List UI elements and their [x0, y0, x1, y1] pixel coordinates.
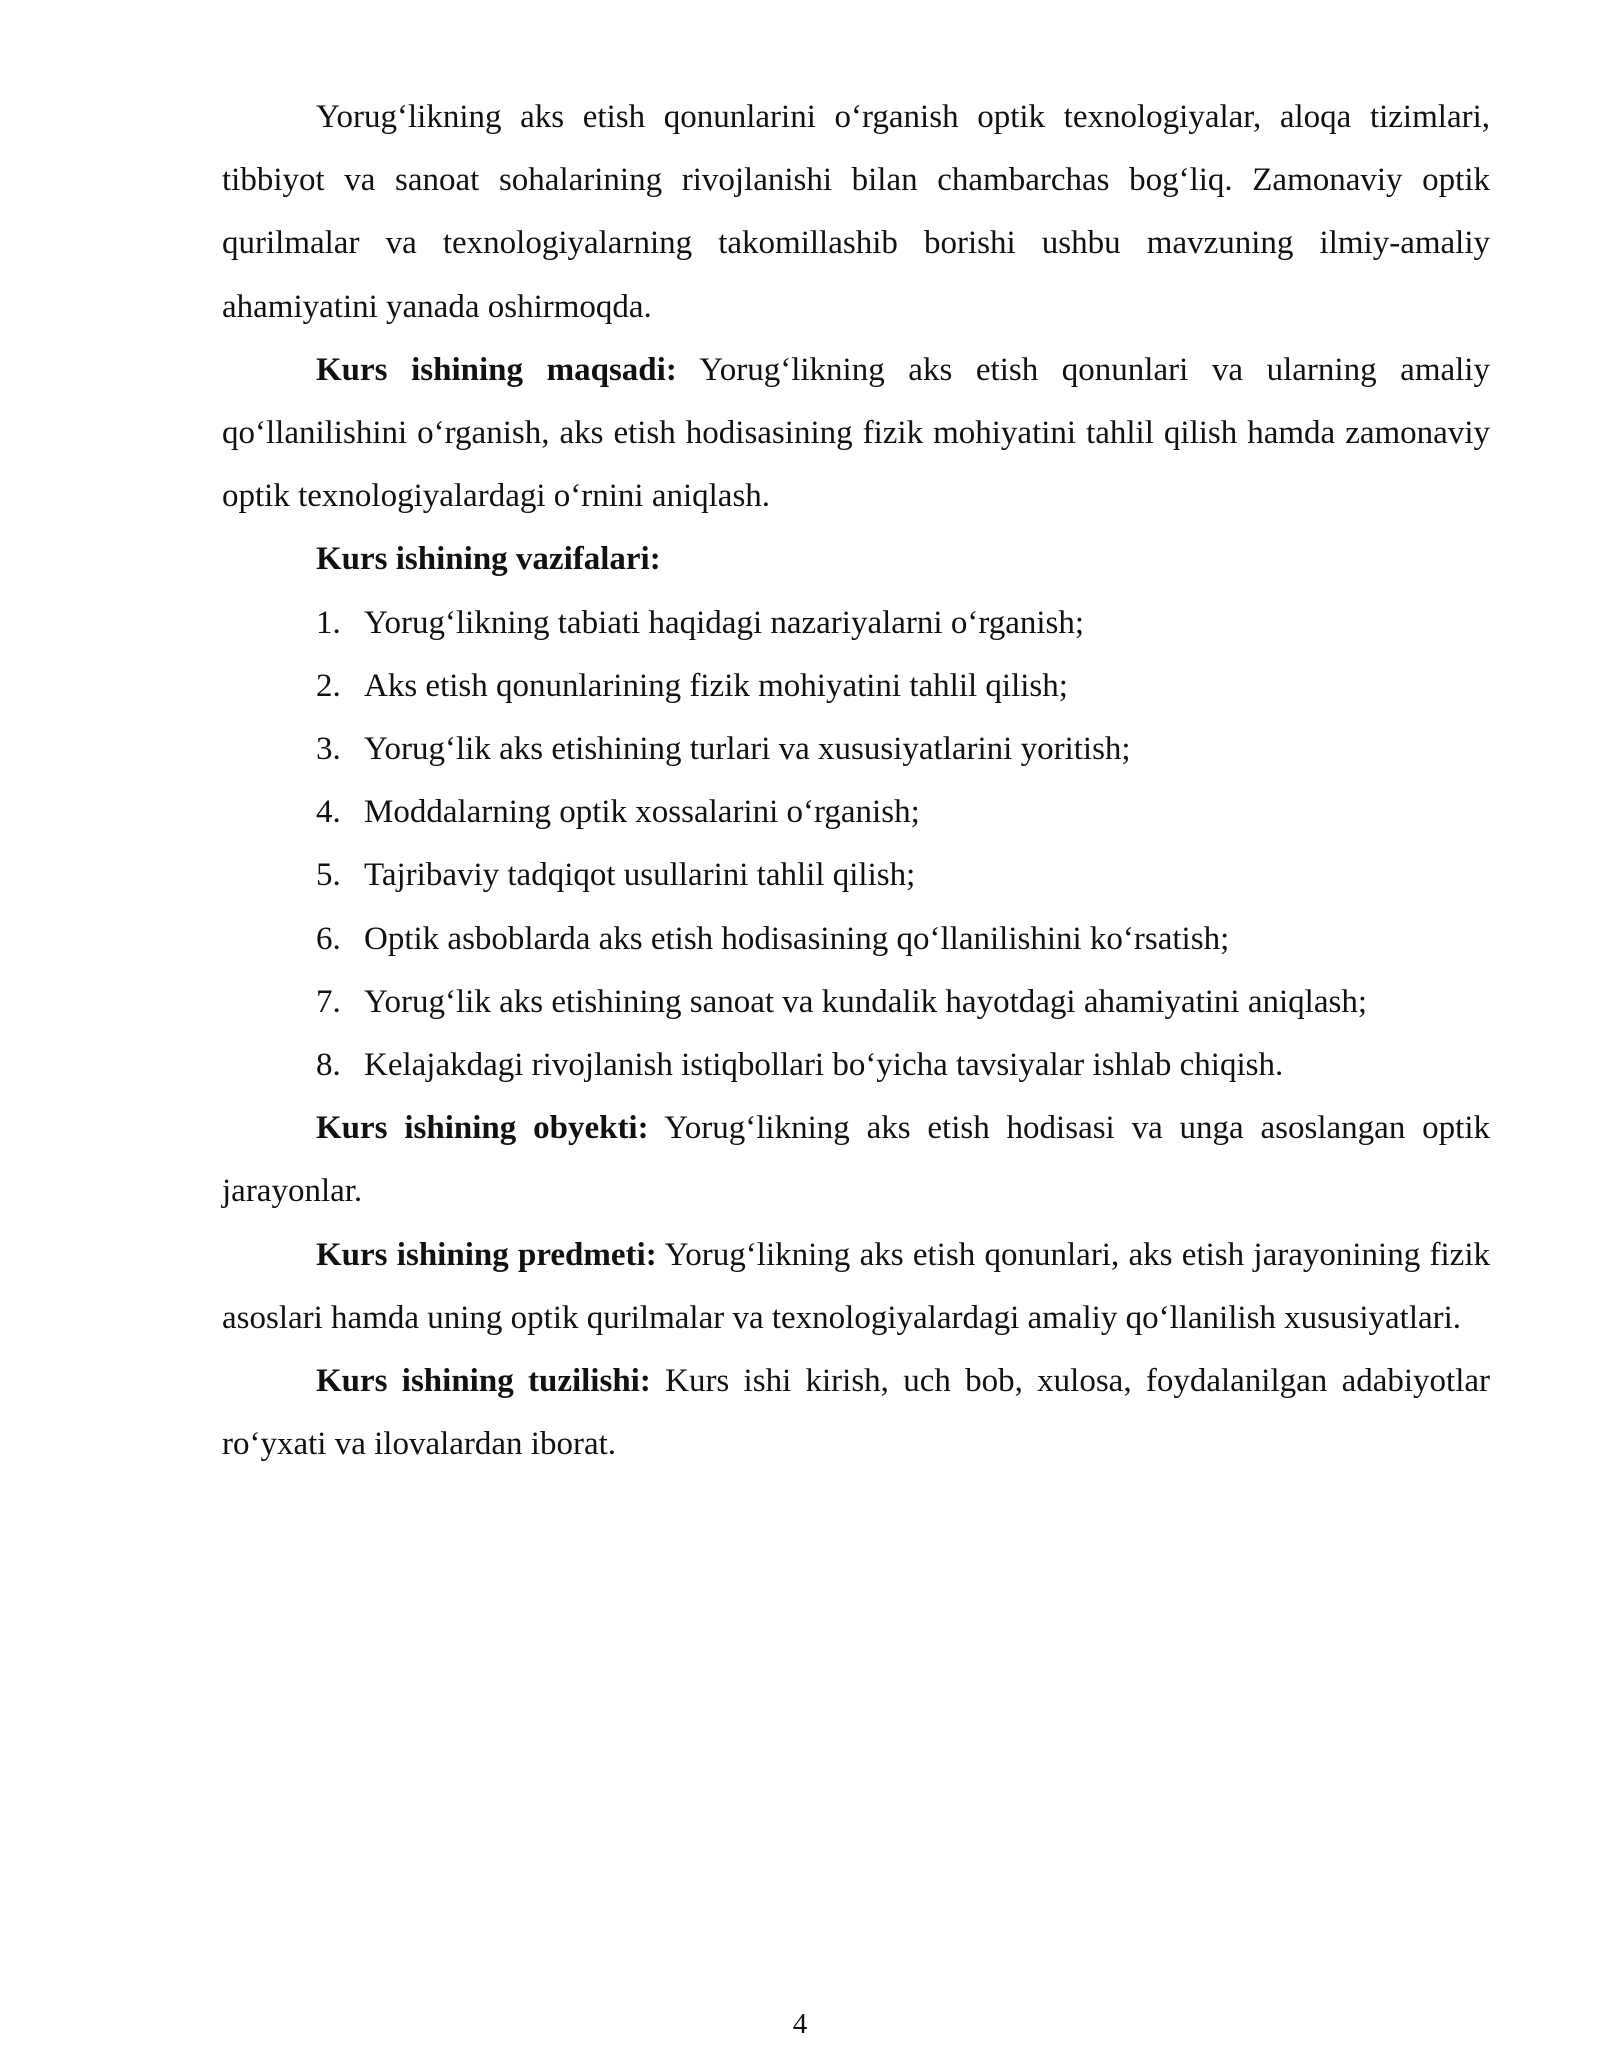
subject-text: Yorug‘likning aks etish qonunlari, aks etish jarayonining fizik asoslari hamda uning optik qurilmalar va texnologiyalardagi amaliy qo‘llanilish xususiyatlari. — [222, 1236, 1490, 1336]
list-item-text: Tajribaviy tadqiqot usullarini tahlil qilish; — [364, 857, 916, 894]
tasks-list — [222, 592, 1490, 1098]
list-item — [222, 718, 1490, 781]
subject-paragraph — [222, 1224, 1490, 1350]
list-item-number: 2. — [316, 667, 341, 704]
tasks-heading — [222, 528, 1490, 591]
page-number: 4 — [792, 2008, 808, 2040]
list-item — [222, 1034, 1490, 1097]
list-item-number: 3. — [316, 731, 341, 768]
list-item-number: 5. — [316, 857, 341, 894]
list-item — [222, 908, 1490, 971]
goal-label: Kurs ishining maqsadi: — [316, 351, 677, 388]
goal-text: Yorug‘likning aks etish qonunlari va ularning amaliy qo‘llanilishini o‘rganish, aks etish hodisasining fizik mohiyatini tahlil qilish hamda zamonaviy optik texnologiyalardagi o‘rnini aniqlash. — [222, 351, 1490, 515]
list-item-text: Yorug‘lik aks etishining turlari va xususiyatlarini yoritish; — [364, 731, 1131, 768]
document-page — [222, 86, 1490, 1476]
list-item-text: Moddalarning optik xossalarini o‘rganish; — [364, 794, 920, 831]
subject-label: Kurs ishining predmeti: — [316, 1236, 657, 1273]
list-item — [222, 592, 1490, 655]
list-item — [222, 844, 1490, 907]
list-item — [222, 781, 1490, 844]
object-label: Kurs ishining obyekti: — [316, 1110, 649, 1147]
list-item-text: Aks etish qonunlarining fizik mohiyatini tahlil qilish; — [364, 667, 1068, 704]
intro-paragraph: Yorug‘likning aks etish qonunlarini o‘rganish optik texnologiyalar, aloqa tizimlari, tibbiyot va sanoat sohalarining rivojlanishi bilan chambarchas bog‘liq. Zamonaviy optik qurilmalar va texnologiyalarning takomillashib borishi ushbu mavzuning ilmiy-amaliy ahamiyatini yanada oshirmoqda. — [222, 99, 1490, 325]
object-text: Yorug‘likning aks etish hodisasi va unga asoslangan optik jarayonlar. — [222, 1110, 1491, 1210]
list-item-number: 8. — [316, 1047, 341, 1084]
list-item — [222, 655, 1490, 718]
list-item-number: 7. — [316, 983, 341, 1020]
structure-label: Kurs ishining tuzilishi: — [316, 1363, 651, 1400]
list-item-text: Yorug‘likning tabiati haqidagi nazariyalarni o‘rganish; — [364, 604, 1085, 641]
list-item-text: Optik asboblarda aks etish hodisasining qo‘llanilishini ko‘rsatish; — [364, 920, 1230, 957]
structure-paragraph — [222, 1350, 1490, 1476]
goal-paragraph — [222, 339, 1490, 529]
list-item-number: 6. — [316, 920, 341, 957]
list-item-text: Kelajakdagi rivojlanish istiqbollari bo‘yicha tavsiyalar ishlab chiqish. — [364, 1047, 1284, 1084]
list-item-text: Yorug‘lik aks etishining sanoat va kundalik hayotdagi ahamiyatini aniqlash; — [364, 983, 1367, 1020]
tasks-label: Kurs ishining vazifalari: — [316, 541, 661, 578]
list-item-number: 1. — [316, 604, 341, 641]
object-paragraph — [222, 1097, 1490, 1223]
structure-text: Kurs ishi kirish, uch bob, xulosa, foydalanilgan adabiyotlar ro‘yxati va ilovalardan iborat. — [222, 1363, 1491, 1463]
list-item — [222, 971, 1490, 1034]
list-item-number: 4. — [316, 794, 341, 831]
